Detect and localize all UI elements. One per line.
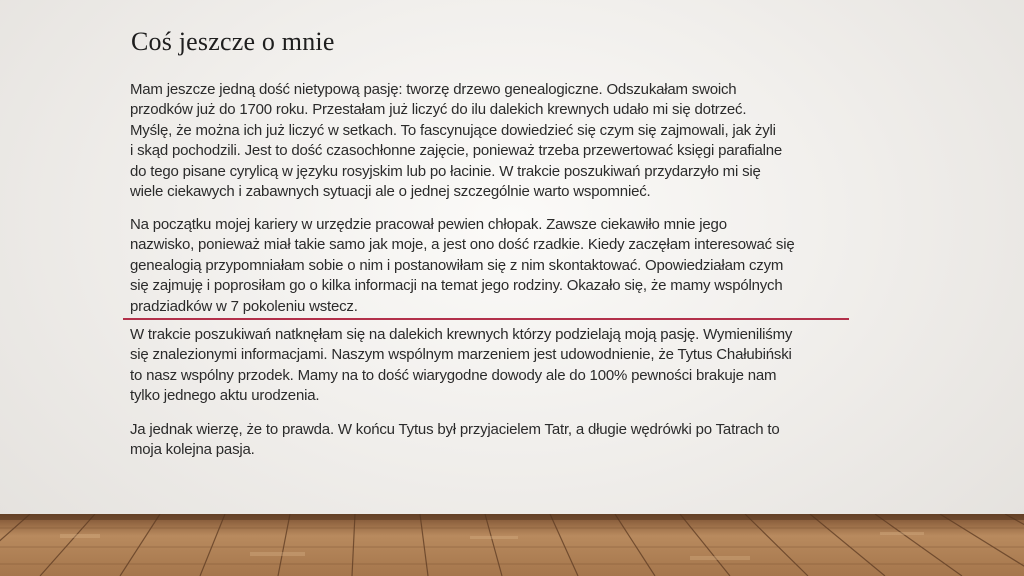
section-divider xyxy=(123,318,849,320)
text-line: moja kolejna pasja. xyxy=(130,441,255,459)
text-line: Mam jeszcze jedną dość nietypową pasję: tworzę drzewo genealogiczne. Odszukałam swoich xyxy=(130,81,737,98)
text-line: Myślę, że można ich już liczyć w setkach. To fascynujące dowiedzieć się czym się zajmowali, jak żyli xyxy=(130,121,776,139)
wood-planks-graphic xyxy=(0,514,1024,576)
paragraph-genealogy xyxy=(130,80,850,202)
text-line: Na początku mojej kariery w urzędzie pracował pewien chłopak. Zawsze ciekawiło mnie jego xyxy=(130,216,727,233)
text-line: się zajmuję i poprosiłam go o kilka informacji na temat jego rodziny. Okazało się, że mamy wspólnych xyxy=(130,277,783,295)
text-line: to nasz wspólny przodek. Mamy na to dość wiarygodne dowody ale do 100% pewności brakuje nam xyxy=(130,366,777,384)
text-line: się znalezionymi informacjami. Naszym wspólnym marzeniem jest udowodnienie, że Tytus Chałubiński xyxy=(130,346,792,364)
text-line: Ja jednak wierzę, że to prawda. W końcu Tytus był przyjacielem Tatr, a długie wędrówki po Tatrach to xyxy=(130,421,780,438)
text-line: przodków już do 1700 roku. Przestałam już liczyć do ilu dalekich krewnych udało mi się dotrzeć. xyxy=(130,101,747,119)
paragraph-colleague xyxy=(130,215,850,317)
text-line: pradziadków w 7 pokoleniu wstecz. xyxy=(130,297,358,315)
text-line: i skąd pochodzili. Jest to dość czasochłonne zajęcie, ponieważ trzeba przewertować księgi parafialne xyxy=(130,142,783,160)
text-line: tylko jednego aktu urodzenia. xyxy=(130,387,320,405)
text-line: W trakcie poszukiwań natknęłam się na dalekich krewnych którzy podzielają moją pasję. Wymieniliśmy xyxy=(130,326,793,343)
text-line: wiele ciekawych i zabawnych sytuacji ale o jednej szczególnie warto wspomnieć. xyxy=(130,183,651,201)
wooden-floor-decoration xyxy=(0,514,1024,576)
slide-title: Coś jeszcze o mnie xyxy=(131,27,335,56)
text-line: nazwisko, ponieważ miał takie samo jak moje, a jest ono dość rzadkie. Kiedy zaczęłam interesować się xyxy=(130,236,795,254)
paragraph-tatra xyxy=(130,420,850,461)
text-line: do tego pisane cyrylicą w języku rosyjskim lub po łacinie. W trakcie poszukiwań przydarzyło mi się xyxy=(130,162,761,180)
text-line: genealogią przypomniałam sobie o nim i postanowiłam się z nim skontaktować. Opowiedziałam czym xyxy=(130,256,784,274)
paragraph-relatives xyxy=(130,325,850,407)
